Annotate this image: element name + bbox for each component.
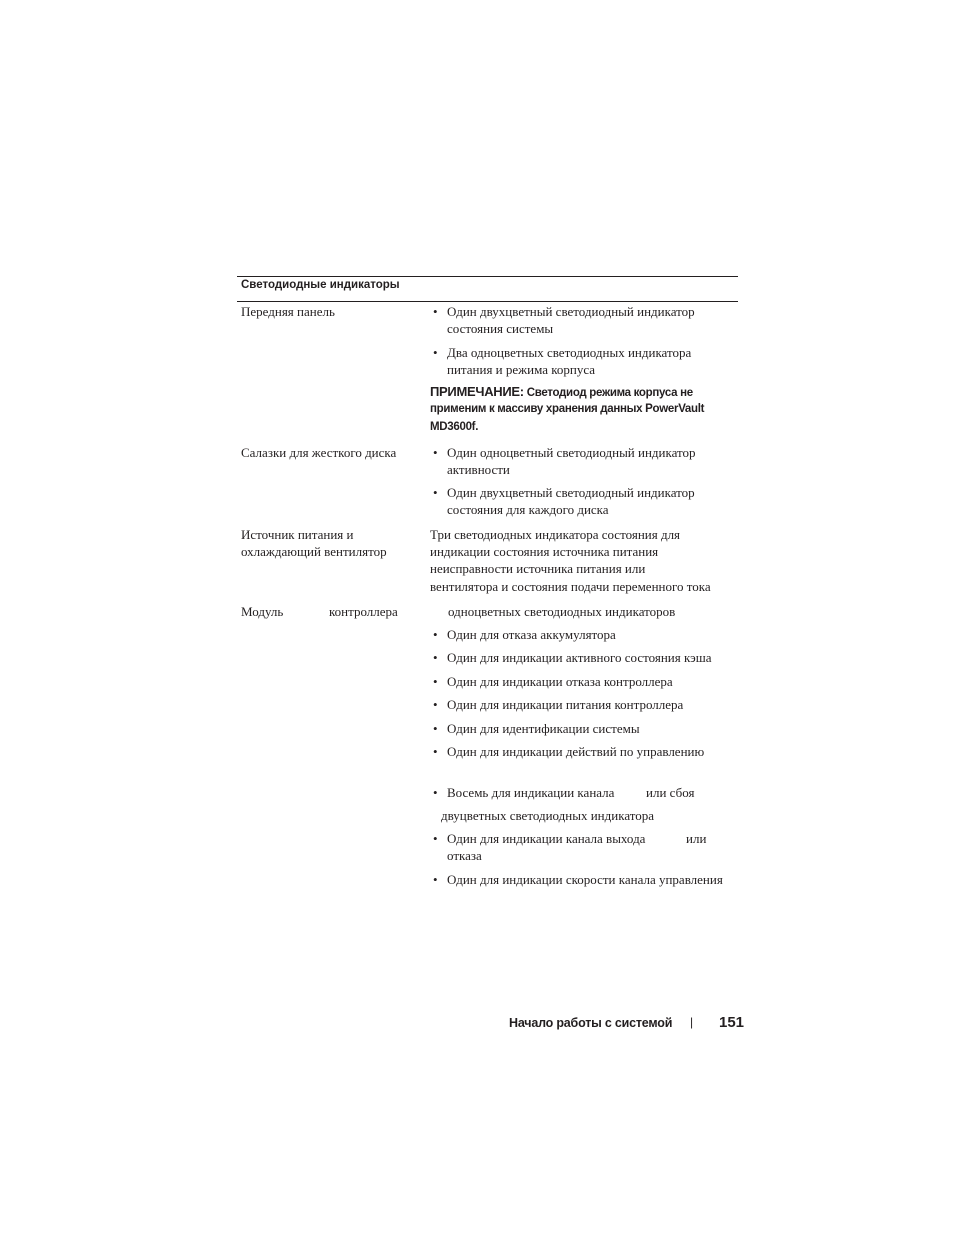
list-item: состояния системы — [447, 321, 554, 336]
row-label-front-panel: Передняя панель — [241, 304, 335, 319]
footer-section-title: Начало работы с системой — [509, 1016, 673, 1030]
list-item: Восемь для индикации канала — [447, 785, 615, 800]
list-item: Один двухцветный светодиодный индикатор — [447, 485, 695, 500]
footer-separator: | — [690, 1015, 694, 1029]
row-text: индикации состояния источника питания — [430, 544, 659, 559]
bullet-icon: • — [433, 721, 438, 736]
row-text: вентилятора и состояния подачи переменного тока — [430, 579, 711, 594]
note-text: Светодиод режима корпуса не — [526, 387, 693, 399]
bullet-icon: • — [433, 744, 438, 759]
bullet-icon: • — [433, 697, 438, 712]
bullet-icon: • — [433, 627, 438, 642]
list-item: или — [686, 831, 707, 846]
list-item: Один для индикации канала выхода — [447, 831, 646, 846]
row-text: Три светодиодных индикатора состояния для — [430, 527, 681, 542]
bullet-icon: • — [433, 304, 438, 319]
row-label-controller: Модуль — [241, 604, 284, 619]
table-header: Светодиодные индикаторы — [241, 279, 400, 291]
list-item: активности — [447, 462, 510, 477]
list-item: или сбоя — [646, 785, 695, 800]
row-label-psu: Источник питания и — [241, 527, 354, 542]
row-label-controller: контроллера — [329, 604, 398, 619]
table-top-rule — [237, 276, 738, 277]
list-item: Один одноцветный светодиодный индикатор — [447, 445, 696, 460]
list-item: Один для индикации активного состояния кэша — [447, 650, 712, 665]
bullet-icon: • — [433, 485, 438, 500]
list-item: питания и режима корпуса — [447, 362, 596, 377]
bullet-icon: • — [433, 650, 438, 665]
list-item: Один для индикации скорости канала управления — [447, 872, 723, 887]
list-item: Один для индикации отказа контроллера — [447, 674, 673, 689]
list-item: Один для идентификации системы — [447, 721, 640, 736]
bullet-icon: • — [433, 674, 438, 689]
row-label-drive-carrier: Салазки для жесткого диска — [241, 445, 397, 460]
row-text: неисправности источника питания или — [430, 561, 646, 576]
list-item: Два одноцветных светодиодных индикатора — [447, 345, 692, 360]
list-item: отказа — [447, 848, 482, 863]
row-label-psu: охлаждающий вентилятор — [241, 544, 387, 559]
note-text: MD3600f. — [430, 421, 479, 433]
table-header-rule — [237, 301, 738, 302]
list-item: Один двухцветный светодиодный индикатор — [447, 304, 695, 319]
list-item: Один для отказа аккумулятора — [447, 627, 616, 642]
note-label: ПРИМЕЧАНИЕ: — [430, 384, 524, 399]
row-text: двуцветных светодиодных индикатора — [441, 808, 655, 823]
bullet-icon: • — [433, 345, 438, 360]
list-item: состояния для каждого диска — [447, 502, 609, 517]
note-text: применим к массиву хранения данных PowerVault — [430, 403, 705, 415]
list-item: Один для индикации действий по управлению — [447, 744, 705, 759]
list-item: Один для индикации питания контроллера — [447, 697, 684, 712]
bullet-icon: • — [433, 785, 438, 800]
bullet-icon: • — [433, 445, 438, 460]
bullet-icon: • — [433, 872, 438, 887]
note — [430, 383, 693, 403]
bullet-icon: • — [433, 831, 438, 846]
page-number: 151 — [719, 1014, 745, 1031]
row-text: одноцветных светодиодных индикаторов — [448, 604, 676, 619]
